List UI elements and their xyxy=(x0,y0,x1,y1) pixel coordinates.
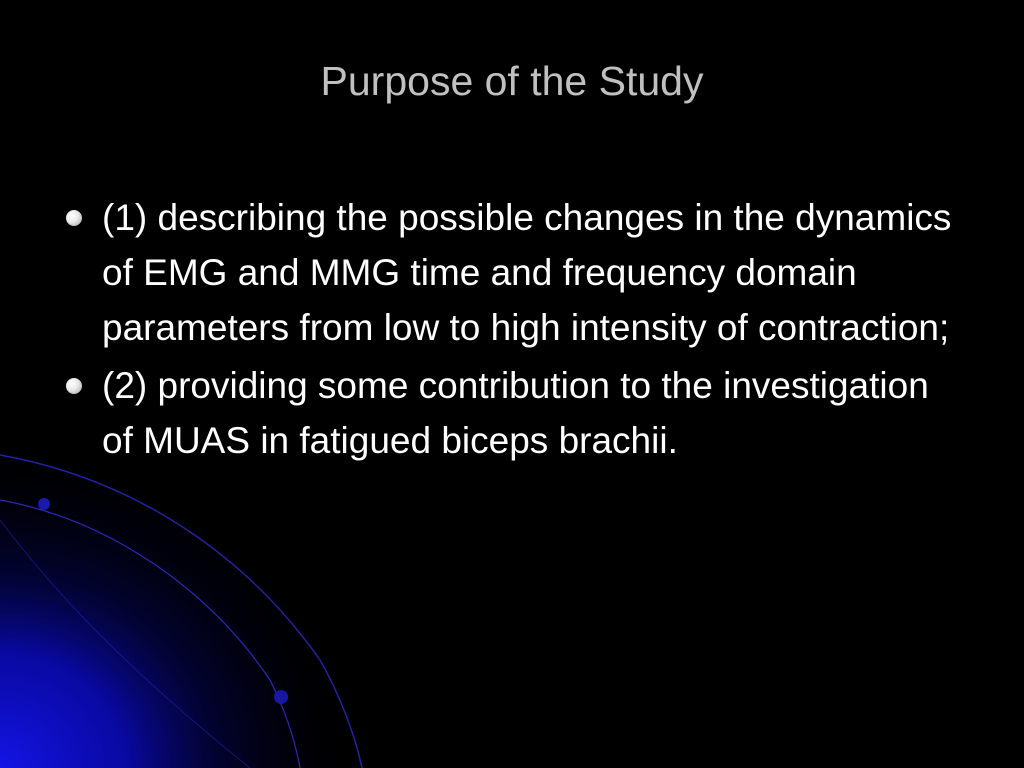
bullet-list xyxy=(60,190,960,471)
bullet-item-1 xyxy=(60,190,960,355)
bullet-text-2: (2) providing some contribution to the investigation of MUAS in fatigued biceps brachii. xyxy=(102,365,929,461)
bullet-text-1: (1) describing the possible changes in the dynamics of EMG and MMG time and frequency domain parameters from low to high intensity of contraction; xyxy=(102,197,952,348)
bullet-dot-icon xyxy=(66,378,82,394)
slide-title: Purpose of the Study xyxy=(320,58,704,104)
bullet-item-2 xyxy=(60,358,960,468)
decorative-dot-1 xyxy=(38,498,50,510)
blue-glow-region xyxy=(0,440,360,768)
bullet-dot-icon xyxy=(66,210,82,226)
decorative-dot-2 xyxy=(274,690,288,704)
